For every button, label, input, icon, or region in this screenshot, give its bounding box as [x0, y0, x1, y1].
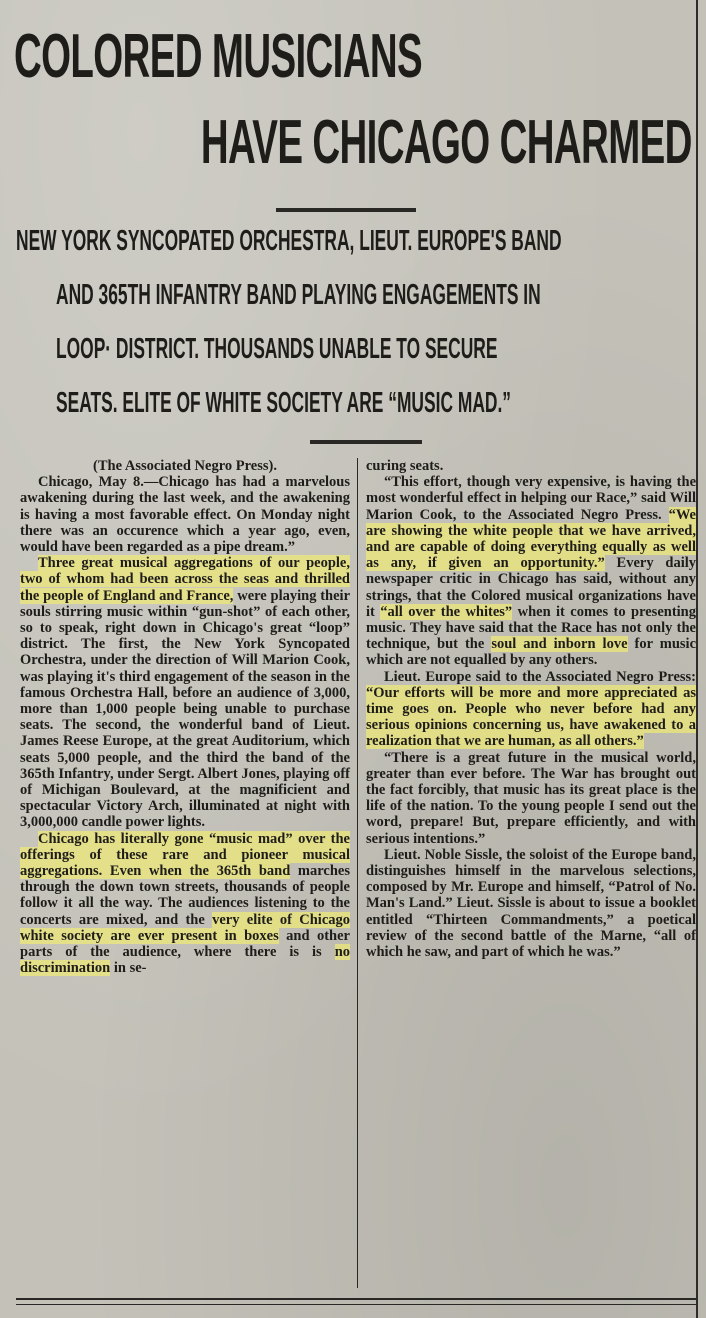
paragraph-text: when it comes to presenting music. They have said that the Race has not only the technique, but the: [366, 603, 697, 653]
bottom-rule-thin: [16, 1304, 696, 1305]
highlight: no discrimination: [20, 944, 351, 977]
page-edge-rule: [696, 0, 698, 1318]
bottom-rule: [16, 1298, 696, 1300]
paragraph-text: were playing their souls stirring music within “gun-shot” of each other, so to speak, right down in Chicago's great “loop” district. The first, the New York Syncopated Orchestra, under the direction of Will Marion Cook, was playing it's third engagement of the season in the famous Orchestra Hall, before an audience of 3,000, more than 1,000 people being unable to purchase seats. The second, the wonderful band of Lieut. James Reese Europe, at the great Auditorium, which seats 5,000 people, and the third the band of the 365th Infantry, under Sergt. Albert Jones, playing off of Michigan Boulevard, at the magnificient and spectacular Victory Arch, illuminated at night with 3,000,000 candle power lights.: [20, 587, 351, 831]
paragraph-text: for music which are not equalled by any others.: [366, 636, 697, 669]
paragraph-music-mad: [20, 831, 350, 977]
paragraph-continued: curing seats.: [366, 458, 444, 474]
deck-line-2: AND 365TH INFANTRY BAND PLAYING ENGAGEMENTS IN: [56, 279, 541, 311]
paragraph-text: Every daily newspaper critic in Chicago has said, without any strings, that the Colored musical organizations have it: [366, 555, 697, 620]
highlight: “Our efforts will be more and more appreciated as time goes on. People who never before had any serious opinions concerning us, have awakened to a realization that we are human, as all others.”: [366, 684, 696, 750]
paragraph-text: “This effort, though very expensive, is having the most wonderful effect in helping our Race,” said Will Marion Cook, to the Associated Negro Press.: [366, 474, 696, 523]
paragraph-text: marches through the down town streets, thousands of people follow it all the way. The audiences listening to the concerts are mixed, and the: [20, 863, 351, 928]
highlight: “all over the whites”: [380, 603, 513, 620]
highlight: very elite of Chicago white society are ever present in boxes: [20, 911, 351, 944]
paragraph-sissle: Lieut. Noble Sissle, the soloist of the Europe band, distinguishes himself in the marvelous selections, composed by Mr. Europe and himself, “Patrol of No. Man's Land.” Lieut. Sissle is about to issue a booklet entitled “Thirteen Commandments,” a poetical review of the second battle of the Marne, “all of which he saw, and part of which he was.”: [366, 846, 696, 961]
headline-line-2: HAVE CHICAGO CHARMED: [201, 108, 692, 177]
deck-divider: [310, 440, 422, 444]
paragraph-cook-quote: [366, 474, 696, 668]
paragraph-text: and other parts of the audience, where there is is: [20, 927, 350, 961]
paragraph-text: Lieut. Europe said to the Associated Negro Press:: [384, 668, 696, 685]
deck-line-4: SEATS. ELITE OF WHITE SOCIETY ARE “MUSIC MAD.”: [56, 387, 512, 419]
press-credit: (The Associated Negro Press).: [93, 458, 277, 474]
paragraph-future: “There is a great future in the musical world, greater than ever before. The War has brought out the fact forcibly, that music has its great place is the life of the nation. To the young people I send out the word, prepare! But, prepare efficiently, and with serious intentions.”: [366, 749, 696, 847]
highlight: soul and inborn love: [491, 636, 628, 653]
article-column-right: [366, 458, 696, 960]
article-column-left: [20, 458, 350, 977]
highlight: Chicago has literally gone “music mad” over the offerings of these rare and pioneer musical aggregations. Even when the 365th band: [20, 830, 350, 880]
highlight: “We are showing the white people that we have arrived, and are capable of doing everything equally as well as any, if given an opportunity.”: [366, 506, 696, 572]
highlight: Three great musical aggregations of our people, two of whom had been across the seas and thrilled the people of England and France,: [20, 555, 350, 604]
paragraph-dateline: Chicago, May 8.—Chicago has had a marvelous awakening during the last week, and the awakening is having a most favorable effect. On Monday night there was an occurence which a year ago, even, would have been regarded as a pipe dream.”: [20, 474, 350, 556]
headline-line-1: COLORED MUSICIANS: [14, 22, 423, 91]
paragraph-text: in se-: [113, 960, 147, 977]
deck-line-3: LOOP· DISTRICT. THOUSANDS UNABLE TO SECURE: [56, 333, 498, 365]
paragraph-europe-quote: [366, 669, 696, 750]
headline-divider: [276, 208, 416, 212]
paragraph-aggregations: [20, 555, 350, 830]
deck-line-1: NEW YORK SYNCOPATED ORCHESTRA, LIEUT. EUROPE'S BAND: [16, 225, 562, 257]
column-divider: [357, 458, 358, 1288]
